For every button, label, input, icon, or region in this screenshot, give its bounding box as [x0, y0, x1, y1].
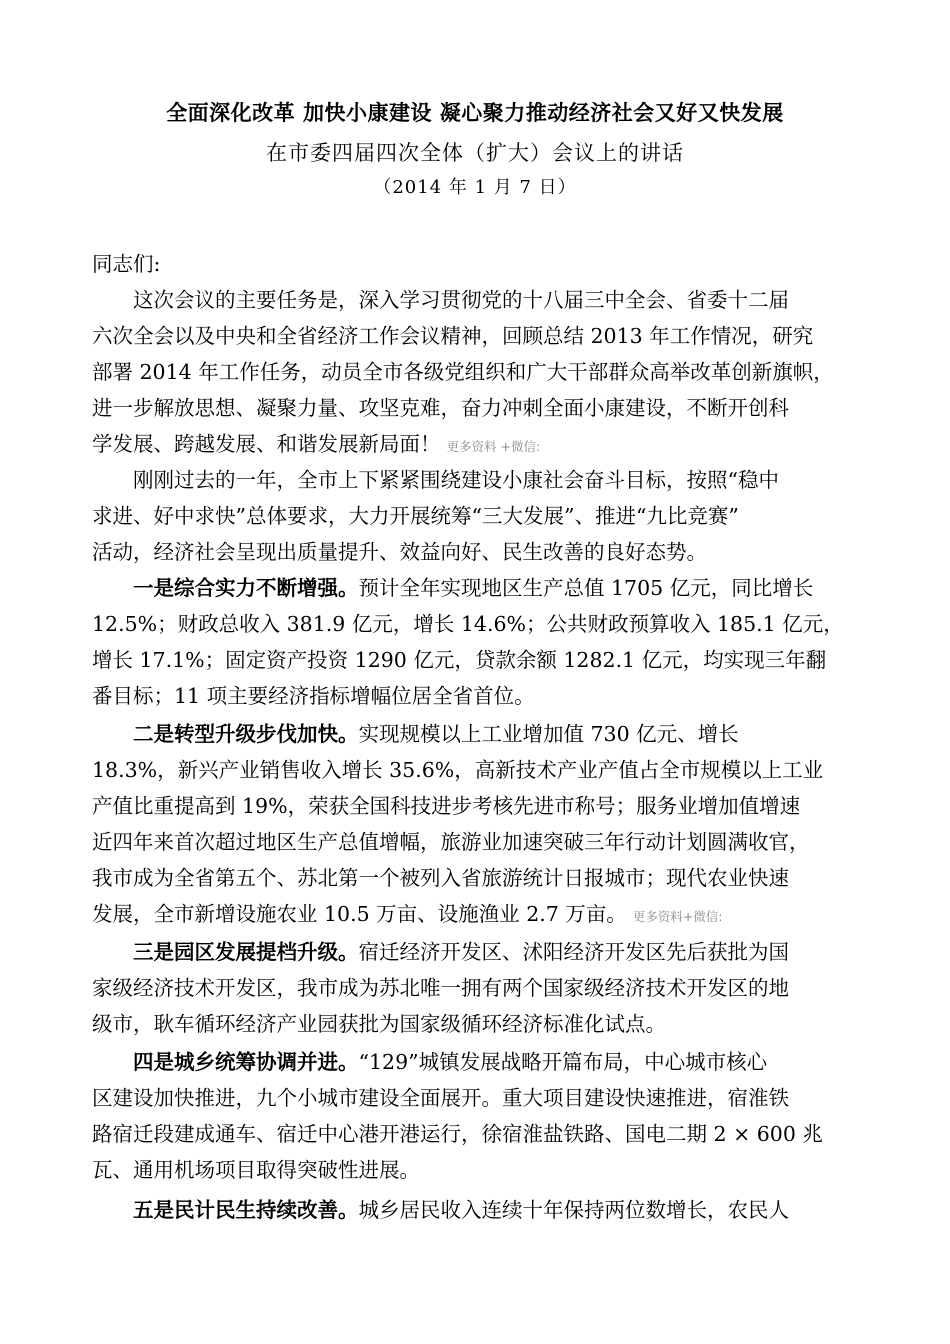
paragraph-text: 学发展、跨越发展、和谐发展新局面！	[92, 432, 441, 456]
paragraph-line: 进一步解放思想、凝聚力量、攻坚克难，奋力冲刺全面小康建设，不断开创科	[92, 396, 789, 420]
watermark-note: 更多资料 +微信:	[446, 439, 541, 454]
section-lead: 四是城乡统筹协调并进。	[133, 1050, 359, 1074]
paragraph-text: 预计全年实现地区生产总值 1705 亿元，同比增长	[358, 576, 814, 600]
watermark-note: 更多资料+微信:	[632, 909, 723, 924]
paragraph-line: 区建设加快推进，九个小城市建设全面展开。重大项目建设快速推进，宿淮铁	[92, 1086, 789, 1110]
paragraph-line	[133, 714, 872, 754]
paragraph-line: 刚刚过去的一年，全市上下紧紧围绕建设小康社会奋斗目标，按照“稳中	[133, 468, 779, 492]
paragraph-line: 我市成为全省第五个、苏北第一个被列入省旅游统计日报城市；现代农业快速	[92, 866, 789, 890]
paragraph-text: 宿迁经济开发区、沭阳经济开发区先后获批为国	[358, 940, 789, 964]
paragraph-line	[92, 424, 872, 464]
greeting: 同志们:	[92, 252, 161, 276]
paragraph-text: 城乡居民收入连续十年保持两位数增长，农民人	[358, 1198, 789, 1222]
section-lead: 二是转型升级步伐加快。	[133, 722, 359, 746]
paragraph-line: 六次全会以及中央和全省经济工作会议精神，回顾总结 2013 年工作情况，研究	[92, 324, 814, 348]
section-lead: 三是园区发展提档升级。	[133, 940, 359, 964]
paragraph-line: 瓦、通用机场项目取得突破性进展。	[92, 1158, 420, 1182]
paragraph-line: 家级经济技术开发区，我市成为苏北唯一拥有两个国家级经济技术开发区的地	[92, 976, 789, 1000]
paragraph-line: 路宿迁段建成通车、宿迁中心港开港运行，徐宿淮盐铁路、国电二期 2 × 600 兆	[92, 1122, 823, 1146]
paragraph-line	[133, 1190, 872, 1230]
paragraph-line: 求进、好中求快”总体要求，大力开展统筹“三大发展”、推进“九比竞赛”	[92, 504, 739, 528]
section-lead: 五是民计民生持续改善。	[133, 1198, 359, 1222]
document-subtitle: 在市委四届四次全体（扩大）会议上的讲话	[266, 141, 684, 165]
paragraph-line: 这次会议的主要任务是，深入学习贯彻党的十八届三中全会、省委十二届	[133, 288, 789, 312]
document-title: 全面深化改革 加快小康建设 凝心聚力推动经济社会又好又快发展	[166, 101, 784, 125]
paragraph-line: 级市，耿车循环经济产业园获批为国家级循环经济标准化试点。	[92, 1012, 666, 1036]
paragraph-line: 12.5%；财政总收入 381.9 亿元，增长 14.6%；公共财政预算收入 185.1 亿元，	[92, 612, 844, 636]
paragraph-line: 近四年来首次超过地区生产总值增幅，旅游业加速突破三年行动计划圆满收官，	[92, 830, 810, 854]
paragraph-line	[133, 932, 872, 972]
document-date: （2014 年 1 月 7 日）	[373, 177, 577, 198]
paragraph-line: 活动，经济社会呈现出质量提升、效益向好、民生改善的良好态势。	[92, 540, 707, 564]
paragraph-line	[133, 568, 872, 608]
paragraph-line: 产值比重提高到 19%，荣获全国科技进步考核先进市称号；服务业增加值增速	[92, 794, 801, 818]
paragraph-line: 部署 2014 年工作任务，动员全市各级党组织和广大干部群众高举改革创新旗帜，	[92, 360, 834, 384]
paragraph-line: 番目标；11 项主要经济指标增幅位居全省首位。	[92, 684, 535, 708]
paragraph-line	[92, 894, 872, 934]
section-lead: 一是综合实力不断增强。	[133, 576, 359, 600]
paragraph-text: “129”城镇发展战略开篇布局，中心城市核心	[358, 1050, 768, 1074]
paragraph-line: 增长 17.1%；固定资产投资 1290 亿元，贷款余额 1282.1 亿元，均实现三年翻	[92, 648, 827, 672]
paragraph-text: 实现规模以上工业增加值 730 亿元、增长	[358, 722, 739, 746]
paragraph-line	[133, 1042, 872, 1082]
paragraph-text: 发展，全市新增设施农业 10.5 万亩、设施渔业 2.7 万亩。	[92, 902, 627, 926]
paragraph-line: 18.3%，新兴产业销售收入增长 35.6%，高新技术产业产值占全市规模以上工业	[92, 758, 824, 782]
